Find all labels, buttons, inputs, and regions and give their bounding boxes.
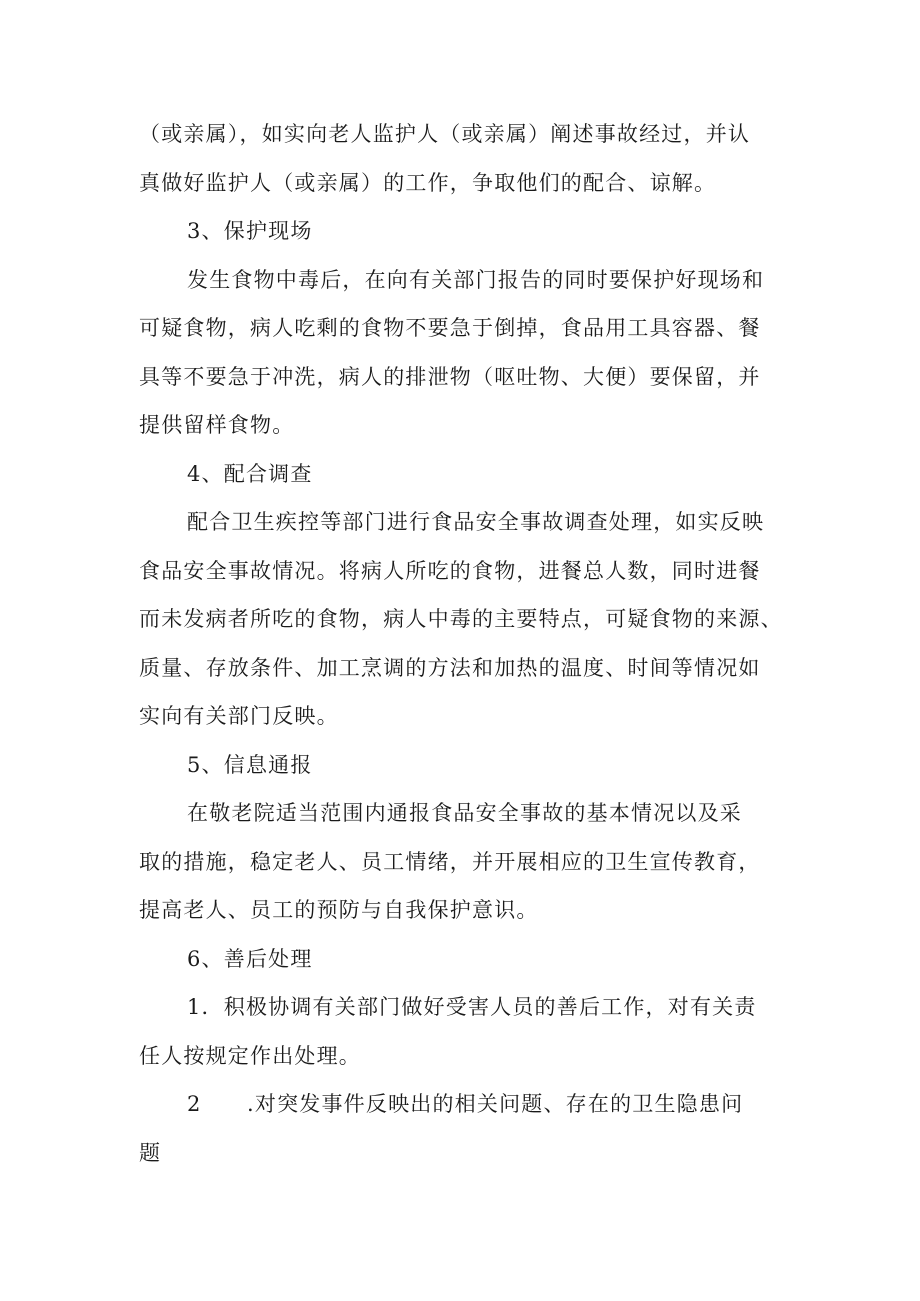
paragraph-line-10: 食品安全事故情况。将病人所吃的食物，进餐总人数，同时进餐: [139, 558, 761, 583]
paragraph-line-6: 具等不要急于冲洗，病人的排泄物（呕吐物、大便）要保留，并: [139, 364, 761, 389]
paragraph-line-5: 可疑食物，病人吃剩的食物不要急于倒掉，食品用工具容器、餐: [139, 316, 761, 340]
list-item-2: [139, 1080, 795, 1129]
document-body: [139, 110, 795, 1177]
list-item-2-number: 2: [187, 1092, 202, 1116]
list-item-2-continued: 题: [139, 1140, 162, 1165]
list-item-1: 1．积极协调有关部门做好受害人员的善后工作，对有关责: [187, 995, 757, 1019]
section-heading-3: 3、保护现场: [187, 219, 313, 243]
paragraph-line-16: 取的措施，稳定老人、员工情绪，并开展相应的卫生宣传教育，: [139, 849, 761, 874]
paragraph-line-13: 实向有关部门反映。: [139, 704, 339, 728]
list-item-1-continued: 任人按规定作出处理。: [139, 1043, 361, 1068]
section-heading-4: 4、配合调查: [187, 461, 313, 486]
paragraph-line-9: 配合卫生疾控等部门进行食品安全事故调查处理，如实反映: [187, 510, 765, 534]
paragraph-line-11: 而未发病者所吃的食物，病人中毒的主要特点，可疑食物的来源、: [139, 607, 783, 631]
paragraph-line-2: 真做好监护人（或亲属）的工作，争取他们的配合、谅解。: [139, 170, 717, 195]
list-item-2-text: .对突发事件反映出的相关问题、存在的卫生隐患问: [247, 1092, 744, 1116]
paragraph-line-1: （或亲属），如实向老人监护人（或亲属）阐述事故经过，并认: [139, 122, 751, 146]
paragraph-line-4: 发生食物中毒后，在向有关部门报告的同时要保护好现场和: [187, 267, 765, 292]
paragraph-line-15: 在敬老院适当范围内通报食品安全事故的基本情况以及采: [187, 801, 742, 825]
paragraph-line-17: 提高老人、员工的预防与自我保护意识。: [139, 898, 539, 922]
paragraph-line-7: 提供留样食物。: [139, 413, 295, 437]
paragraph-line-12: 质量、存放条件、加工烹调的方法和加热的温度、时间等情况如: [139, 655, 761, 680]
section-heading-6: 6、善后处理: [187, 946, 313, 971]
section-heading-5: 5、信息通报: [187, 752, 313, 777]
